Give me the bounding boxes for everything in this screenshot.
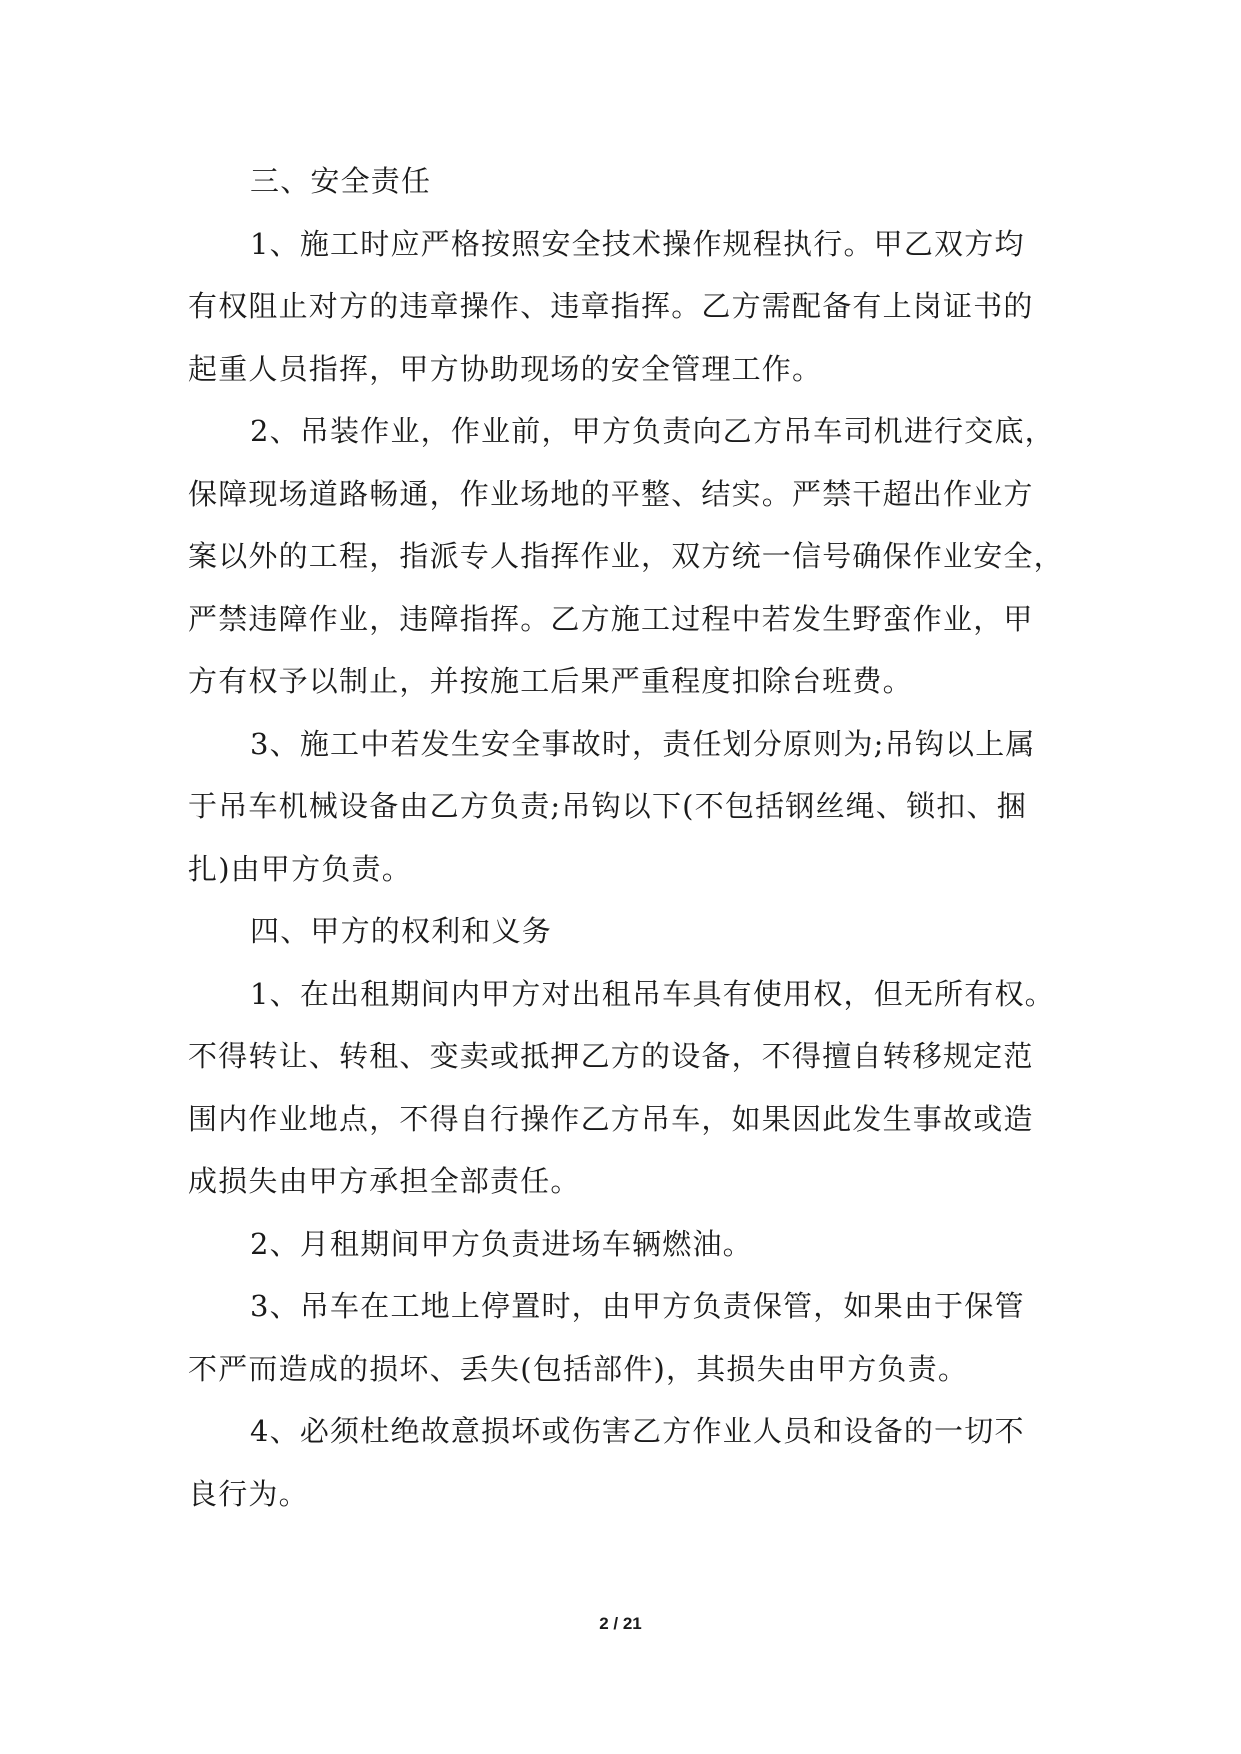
- paragraph-line: 有权阻止对方的违章操作、违章指挥。乙方需配备有上岗证书的: [188, 289, 1034, 323]
- paragraph-line: 方有权予以制止，并按施工后果严重程度扣除台班费。: [188, 664, 913, 698]
- paragraph-line: 成损失由甲方承担全部责任。: [188, 1164, 581, 1198]
- paragraph-line: 2、吊装作业，作业前，甲方负责向乙方吊车司机进行交底，: [250, 414, 1055, 448]
- paragraph-line: 2、月租期间甲方负责进场车辆燃油。: [250, 1226, 753, 1261]
- paragraph-line: 不严而造成的损坏、丢失(包括部件)，其损失由甲方负责。: [188, 1351, 969, 1386]
- paragraph-line: 4、必须杜绝故意损坏或伤害乙方作业人员和设备的一切不: [250, 1414, 1025, 1448]
- paragraph-line: 扎)由甲方负责。: [188, 851, 412, 886]
- paragraph-line: 不得转让、转租、变卖或抵押乙方的设备，不得擅自转移规定范: [188, 1039, 1034, 1073]
- page-number: 2 / 21: [599, 1614, 642, 1633]
- paragraph-line: 严禁违障作业，违障指挥。乙方施工过程中若发生野蛮作业，甲: [188, 601, 1034, 636]
- paragraph-line: 良行为。: [188, 1476, 309, 1511]
- paragraph-line: 3、施工中若发生安全事故时，责任划分原则为;吊钩以上属: [250, 726, 1036, 761]
- paragraph-line: 起重人员指挥，甲方协助现场的安全管理工作。: [188, 351, 823, 386]
- paragraph-line: 保障现场道路畅通，作业场地的平整、结实。严禁干超出作业方: [188, 476, 1034, 511]
- paragraph-line: 案以外的工程，指派专人指挥作业，双方统一信号确保作业安全，: [188, 539, 1064, 573]
- paragraph-line: 围内作业地点，不得自行操作乙方吊车，如果因此发生事故或造: [188, 1101, 1034, 1136]
- section-heading-safety: 三、安全责任: [250, 164, 432, 198]
- paragraph-line: 1、在出租期间内甲方对出租吊车具有使用权，但无所有权。: [250, 976, 1055, 1011]
- document-body: [188, 150, 1064, 1525]
- paragraph-line: 于吊车机械设备由乙方负责;吊钩以下(不包括钢丝绳、锁扣、捆: [188, 789, 1027, 823]
- paragraph-line: 3、吊车在工地上停置时，由甲方负责保管，如果由于保管: [250, 1289, 1025, 1323]
- section-heading-party-a: 四、甲方的权利和义务: [250, 914, 553, 948]
- paragraph-line: 1、施工时应严格按照安全技术操作规程执行。甲乙双方均: [250, 226, 1025, 261]
